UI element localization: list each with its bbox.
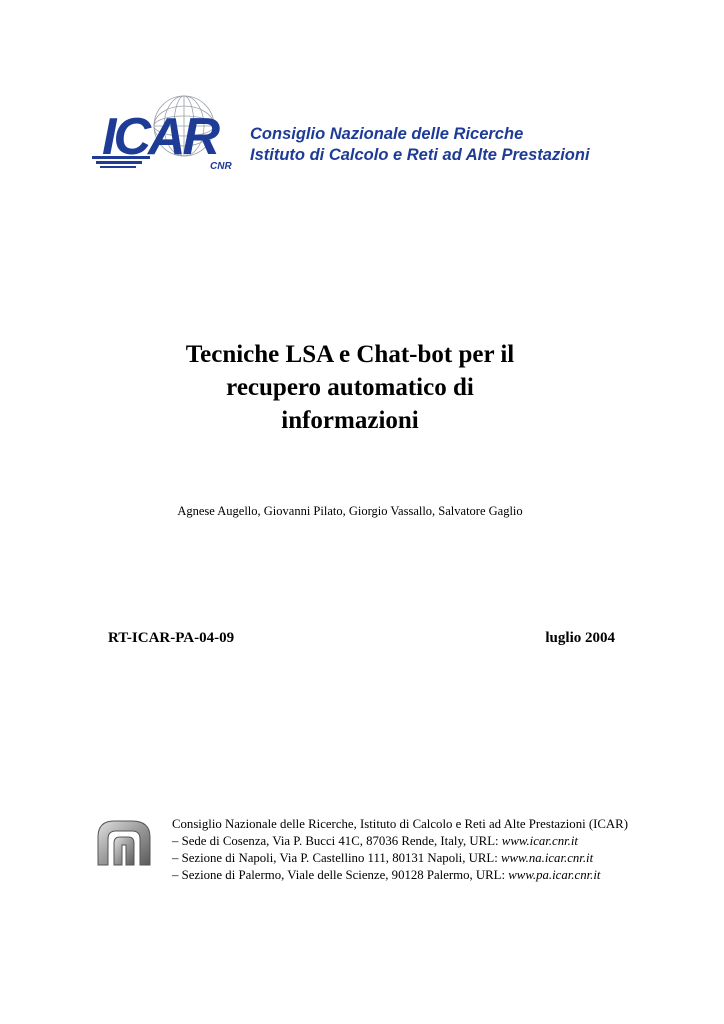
footer-institute-line: Consiglio Nazionale delle Ricerche, Istituto di Calcolo e Reti ad Alte Prestazioni (ICAR) (172, 817, 628, 831)
org-name: Consiglio Nazionale delle Ricerche (250, 125, 524, 143)
footer-palermo-line (172, 867, 628, 884)
title-line-2: recupero automatico di (226, 374, 474, 401)
document-title (100, 338, 600, 437)
cnr-logo-graphic (92, 815, 156, 871)
footer-addresses (172, 816, 628, 884)
cnr-logo-subtext: CNR (210, 161, 232, 172)
authors: Agnese Augello, Giovanni Pilato, Giorgio Vassallo, Salvatore Gaglio (177, 504, 523, 518)
title-line-3: informazioni (281, 407, 419, 434)
title-line-1: Tecniche LSA e Chat-bot per il (185, 341, 515, 368)
cosenza-address: – Sede di Cosenza, Via P. Bucci 41C, 87036 Rende, Italy, URL: (172, 834, 502, 848)
icar-logo-graphic (92, 94, 252, 174)
cosenza-url[interactable]: www.icar.cnr.it (501, 834, 578, 848)
report-date: luglio 2004 (545, 630, 615, 646)
icar-logo-text: ICAR (102, 108, 218, 166)
palermo-address: – Sezione di Palermo, Viale delle Scienze, 90128 Palermo, URL: (172, 868, 509, 882)
palermo-url[interactable]: www.pa.icar.cnr.it (508, 868, 601, 882)
footer-napoli-line (172, 850, 628, 867)
napoli-url[interactable]: www.na.icar.cnr.it (500, 851, 594, 865)
footer-cosenza-line (172, 833, 628, 850)
report-number: RT-ICAR-PA-04-09 (108, 630, 235, 646)
cnr-logo (92, 815, 156, 871)
icar-logo (92, 94, 252, 174)
napoli-address: – Sezione di Napoli, Via P. Castellino 111, 80131 Napoli, URL: (172, 851, 501, 865)
institute-name: Istituto di Calcolo e Reti ad Alte Prestazioni (250, 146, 590, 164)
organization-header (250, 124, 590, 166)
